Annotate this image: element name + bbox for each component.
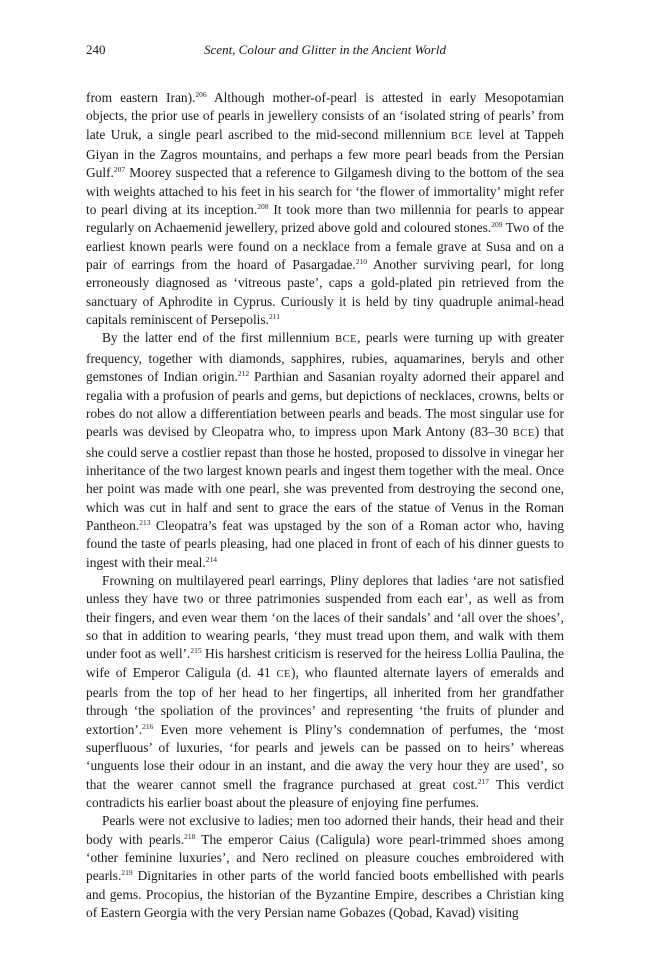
era-abbreviation: BCE bbox=[450, 130, 473, 142]
text-run: Although mother-of-pearl is attested in early Mesopotamian objects, the prior use of pearls in jewellery consists of an ‘isolated string of pearls’ from late Uruk, a single pearl ascribed to the mid-second millennium bbox=[86, 90, 564, 142]
footnote-ref: 209 bbox=[491, 220, 503, 230]
era-abbreviation: CE bbox=[276, 668, 291, 680]
text-run: from eastern Iran). bbox=[86, 90, 196, 105]
text-run: The emperor Caius (Caligula) wore pearl-trimmed shoes among ‘other feminine luxuries’, and Nero reclined on pleasure couches embroidered with pearls. bbox=[86, 831, 564, 884]
paragraph bbox=[86, 89, 564, 329]
running-header bbox=[86, 42, 564, 60]
text-run: This verdict contradicts his earlier boast about the pleasure of enjoying fine perfumes. bbox=[86, 776, 564, 811]
text-run: Frowning on multilayered pearl earrings, Pliny deplores that ladies ‘are not satisfied unless they have two or three patrimonies suspended from each ear’, as well as from their fingers, and even wear them ‘on the laces of their sandals’ and ‘all over the shoes’, so that in addition to wearing pearls, ‘they must tread upon them, and walk with them under foot as well’. bbox=[86, 572, 564, 662]
text-run: It took more than two millennia for pearls to appear regularly on Achaemenid jewellery, prized above gold and coloured stones. bbox=[86, 202, 564, 236]
footnote-ref: 216 bbox=[142, 721, 154, 731]
text-run: level at Tappeh Giyan in the Zagros mountains, and perhaps a few more pearl beads from the Persian Gulf. bbox=[86, 126, 564, 181]
paragraph bbox=[86, 329, 564, 571]
era-abbreviation: BCE bbox=[512, 428, 535, 440]
text-run: , pearls were turning up with greater frequency, together with diamonds, sapphires, rubies, aquamarines, beryls and other gemstones of Indian origin. bbox=[86, 330, 565, 385]
text-run: By the latter end of the first millennium bbox=[102, 330, 336, 346]
text-run: His harshest criticism is reserved for the heiress Lollia Paulina, the wife of Emperor Caligula (d. 41 bbox=[86, 646, 564, 680]
text-run: Cleopatra’s feat was upstaged by the son of a Roman actor who, having found the taste of pearls pleasing, had one placed in front of each of his dinner guests to ingest with their meal. bbox=[86, 517, 564, 570]
text-run: Another surviving pearl, for long erroneously diagnosed as ‘vitreous paste’, caps a gold-plated pin retrieved from the sanctuary of Aphrodite in Cyprus. Curiously it is held by tiny quadruple animal-head capitals reminiscent of Persepolis. bbox=[86, 257, 564, 328]
footnote-ref: 215 bbox=[190, 646, 202, 656]
page-number: 240 bbox=[86, 42, 106, 57]
footnote-ref: 218 bbox=[184, 831, 196, 841]
paragraph bbox=[86, 812, 564, 922]
text-run: ), who flaunted alternate layers of emeralds and pearls from the top of her head to her fingertips, all inherited from her grandfather through ‘the spoliation of the provinces’ and representing ‘the fruits of plunder and extortion’. bbox=[86, 664, 564, 737]
footnote-ref: 210 bbox=[355, 257, 367, 267]
text-run: Parthian and Sasanian royalty adorned their apparel and regalia with a profusion of pearls and gems, but depictions of necklaces, crowns, belts or robes do not allow a differentiation between pearls and beads. The most singular use for pearls was devised by Cleopatra who, to impress upon Mark Antony (83–30 bbox=[86, 369, 564, 440]
text-run: Moorey suspected that a reference to Gilgamesh diving to the bottom of the sea with weights attached to his feet in his search for ‘the flower of immortality’ might refer to pearl diving at its inception. bbox=[86, 165, 564, 218]
footnote-ref: 206 bbox=[195, 90, 207, 99]
text-run: Two of the earliest known pearls were found on a necklace from a female grave at Susa and on a pair of earrings from the hoard of Pasargadae. bbox=[86, 220, 564, 273]
text-run: Pearls were not exclusive to ladies; men too adorned their hands, their head and their body with pearls. bbox=[86, 813, 564, 847]
footnote-ref: 208 bbox=[257, 202, 269, 212]
text-run: Dignitaries in other parts of the world fancied boots embellished with pearls and gems. Procopius, the historian of the Byzantine Empire, describes a Christian king of Eastern Georgia with the very Persian name Gobazes (Qobad, Kavad) visiting bbox=[86, 868, 564, 921]
paragraph bbox=[86, 572, 564, 812]
footnote-ref: 212 bbox=[237, 369, 250, 379]
body-text bbox=[86, 89, 564, 922]
footnote-ref: 219 bbox=[121, 868, 133, 878]
era-abbreviation: BCE bbox=[335, 334, 358, 346]
running-title: Scent, Colour and Glitter in the Ancient World bbox=[204, 42, 446, 57]
footnote-ref: 214 bbox=[205, 554, 217, 564]
footnote-ref: 217 bbox=[477, 776, 489, 786]
footnote-ref: 213 bbox=[139, 517, 151, 527]
text-run: ) that she could serve a costlier repast than those he hosted, proposed to dissolve in vinegar her inheritance of the two largest known pearls and ingest them together with the meal. Once her point was made with one pearl, she was prevented from destroying the second one, which was cut in half and sent to grace the ears of the statue of Venus in the Roman Pantheon. bbox=[86, 424, 565, 533]
footnote-ref: 211 bbox=[268, 312, 280, 322]
footnote-ref: 207 bbox=[113, 165, 126, 175]
text-run: Even more vehement is Pliny’s condemnation of perfumes, the ‘most superfluous’ of luxuries, ‘for pearls and jewels can be passed on to heirs’ whereas ‘unguents lose their odour in an instant, and die away the very hour they are used’, so that the wearer cannot smell the fragrance purchased at great cost. bbox=[86, 721, 564, 792]
